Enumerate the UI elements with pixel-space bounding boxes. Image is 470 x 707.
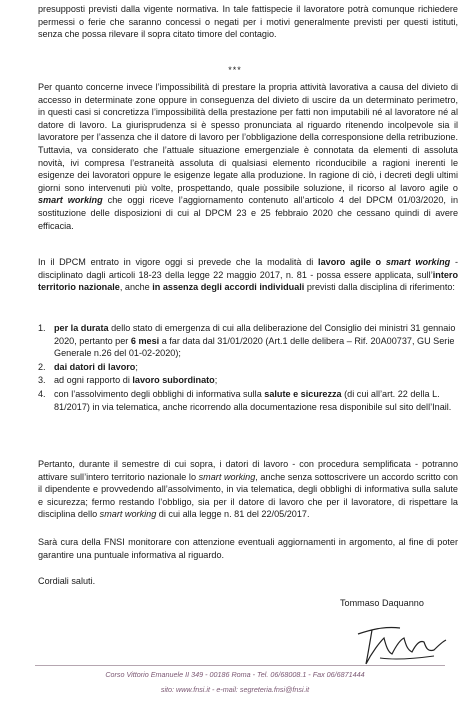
text-span: , anche bbox=[119, 282, 153, 293]
paragraph-intro-text: presupposti previsti dalla vigente normativa. In tale fattispecie il lavoratore potrà comunque richiedere permessi o ferie che saranno concessi o negati per i motivi generalmente previsti per questi istituti, senza che possa rilevare il sopra citato timore del contagio. bbox=[38, 4, 458, 40]
text-span: dello stato di emergenza di cui alla deliberazione del Consiglio dei ministri 31 gennaio 2020, pertanto per bbox=[54, 323, 456, 346]
list-item bbox=[38, 322, 458, 360]
list-number: 1. bbox=[38, 323, 46, 333]
paragraph-pertanto bbox=[38, 458, 458, 521]
emphasis-smart-working: smart working bbox=[385, 257, 451, 267]
footer-divider bbox=[35, 665, 445, 666]
text-span: di cui alla legge n. 81 del 22/05/2017. bbox=[156, 509, 310, 520]
list-number: 2. bbox=[38, 361, 46, 372]
signatory-name: Tommaso Daquanno bbox=[340, 598, 424, 608]
text-span: o bbox=[370, 257, 386, 267]
text-span: In il DPCM entrato in vigore oggi si prevede che la modalità di bbox=[38, 257, 319, 267]
list-item bbox=[38, 388, 458, 413]
text-span: salute e sicurezza bbox=[264, 388, 342, 399]
footer-address: Corso Vittorio Emanuele II 349 - 00186 Roma - Tel. 06/68008.1 - Fax 06/6871444 bbox=[105, 670, 365, 679]
text-span: - disciplinato dagli articoli 18-23 della legge 22 maggio 2017, n. 81 - possa essere applicata, sull’ bbox=[38, 257, 459, 280]
text-span: per la durata bbox=[54, 323, 109, 333]
paragraph-intro bbox=[38, 3, 458, 41]
text-span: ; bbox=[214, 375, 218, 386]
text-span: Pertanto, durante il semestre di cui sopra, i datori di lavoro - con procedura semplificata - potranno attivare sull’intero territorio nazionale lo bbox=[38, 459, 458, 482]
conditions-list bbox=[38, 322, 458, 414]
list-number: 3. bbox=[38, 375, 46, 386]
paragraph-impossibility bbox=[38, 81, 458, 232]
text-span: dai datori di lavoro bbox=[54, 361, 136, 372]
text-span: lavoro subordinato bbox=[132, 375, 215, 386]
footer-contacts: sito: www.fnsi.it - e-mail: segreteria.fnsi@fnsi.it bbox=[160, 685, 310, 694]
section-separator: *** bbox=[228, 65, 242, 75]
text-span: previsti dalla disciplina di riferimento: bbox=[304, 282, 455, 293]
emphasis-lavoro-agile: lavoro agile bbox=[318, 257, 371, 267]
text-span: ad ogni rapporto di bbox=[54, 375, 133, 386]
closing-text: Cordiali saluti. bbox=[38, 576, 96, 586]
closing-greeting bbox=[38, 575, 458, 588]
handwritten-signature bbox=[350, 612, 450, 670]
list-item bbox=[38, 361, 458, 374]
list-item bbox=[38, 374, 458, 387]
text-span: 6 mesi bbox=[130, 335, 160, 346]
emphasis-accordi: in assenza degli accordi individuali bbox=[152, 282, 305, 293]
paragraph-fnsi bbox=[38, 536, 458, 561]
paragraph-dpcm bbox=[38, 256, 458, 294]
text-span: (di cui all’art. 22 della L. 81/2017) in via telematica, anche ricorrendo alla documentazione resa disponibile sul sito dell’Inail. bbox=[54, 388, 452, 412]
list-number: 4. bbox=[38, 388, 46, 399]
paragraph-fnsi-text: Sarà cura della FNSI monitorare con attenzione eventuali aggiornamenti in argomento, al fine di poter garantire una puntuale informativa al riguardo. bbox=[38, 537, 458, 560]
emphasis-territorio: intero territorio nazionale bbox=[38, 269, 458, 293]
text-span: Per quanto concerne invece l’impossibilità di prestare la propria attività lavorativa a causa del divieto di accesso in determinate zone oppure in conseguenza del divieto di uscire da un determinato perimetro, in questi casi si concretizza l’impossibilità della prestazione per fatti non imputabili né al lavoratore né al datore di lavoro. La giurisprudenza si è spesso pronunciata al riguardo ritenendo incolpevole sia il lavoratore per l’assenza che il datore di lavoro per l’obbligazione della corresponsione della retribuzione. Tuttavia, va considerato che l’attuale situazione emergenziale è connotata da elementi di assoluta novità, ivi compresa l’estraneità assoluta di qualsiasi elemento riconducibile a ragioni inerenti le esigenze dei lavoratori oppure le esigenze legate alla produzione. In ragione di ciò, i decreti degli ultimi giorni sono intervenuti più volte, prospettando, quale possibile soluzione, il ricorso al lavoro agile o bbox=[38, 82, 458, 193]
text-span: , anche senza sottoscrivere un accordo scritto con il dipendente e provvedendo all’assolvimento, in via telematica, degli obblighi di informativa sulla salute e sicurezza; fermo restando l’obbligo, sia per il datore di lavoro che per il lavoratore, di rispettare la disciplina dello bbox=[38, 471, 458, 520]
text-span: ; bbox=[135, 361, 138, 372]
text-span: che oggi riceve l’aggiornamento contenuto all’articolo 4 del DPCM 01/03/2020, in sostituzione delle disposizioni di cui al DPCM 23 e 25 febbraio 2020 che cessano quindi di avere efficacia. bbox=[38, 195, 459, 231]
emphasis-smart-working: smart working bbox=[99, 509, 157, 520]
emphasis-smart-working: smart working bbox=[198, 471, 256, 482]
text-span: con l’assolvimento degli obblighi di informativa sulla bbox=[54, 388, 265, 399]
text-span: a far data dal 31/01/2020 (Art.1 delle delibera – Rif. 20A00737, GU Serie Generale n.26 del 01-02-2020); bbox=[54, 335, 455, 359]
emphasis-smart-working: smart working bbox=[38, 195, 103, 206]
